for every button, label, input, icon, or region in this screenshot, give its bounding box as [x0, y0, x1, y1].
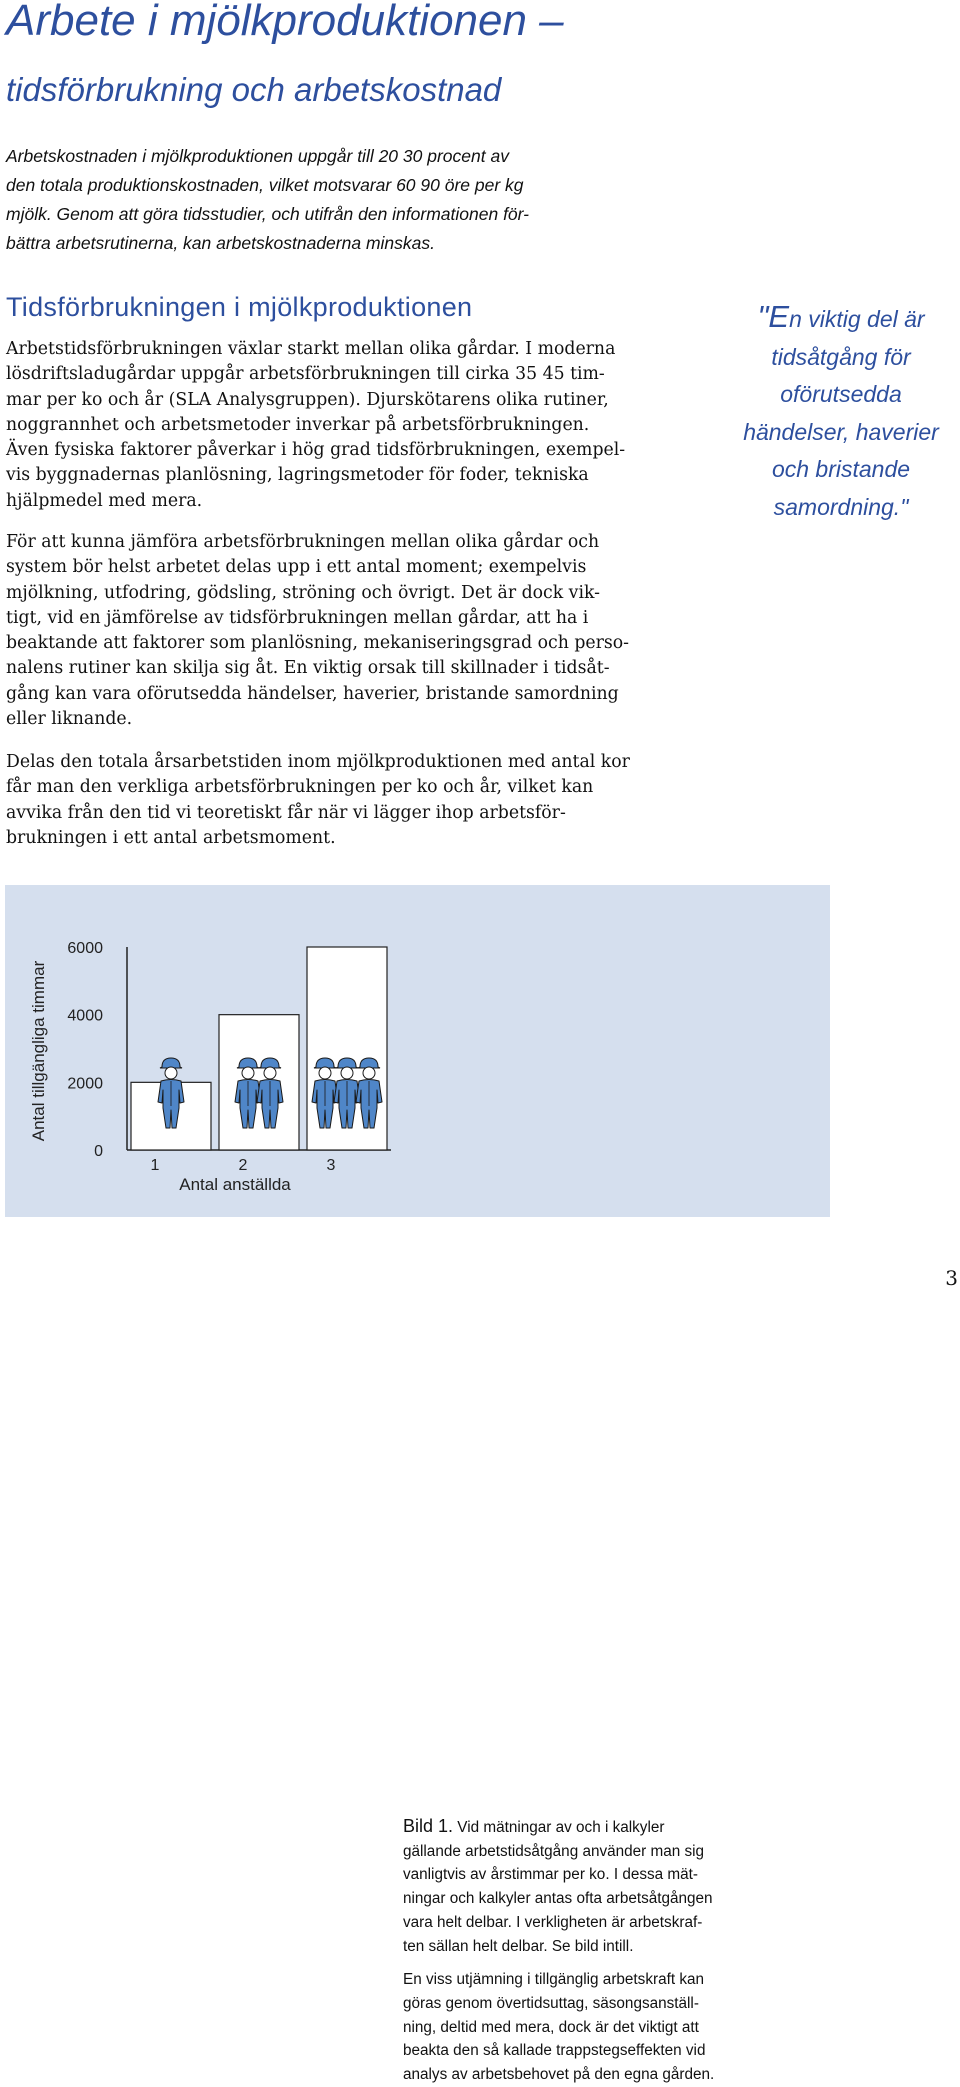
intro-line: den totala produktionskostnaden, vilket motsvarar 60 90 öre per kg: [6, 175, 524, 195]
section-heading: Tidsförbrukningen i mjölkproduktionen: [6, 292, 473, 322]
paragraph-line: brukningen i ett antal arbetsmoment.: [6, 827, 336, 848]
caption-label: Bild 1.: [403, 1816, 454, 1836]
x-tick-label: 2: [238, 1157, 248, 1174]
paragraph-line: system bör helst arbetet delas upp i ett antal moment; exempelvis: [6, 557, 587, 578]
caption-line: analys av arbetsbehovet på den egna gården.: [403, 2066, 715, 2084]
quote-line: händelser, haverier: [743, 418, 939, 445]
paragraph-line: beaktande att faktorer som planlösning, mekaniseringsgrad och perso-: [6, 633, 630, 654]
page-subtitle: tidsförbrukning och arbetskostnad: [6, 71, 502, 108]
intro-paragraph: [6, 142, 666, 258]
x-axis-label: Antal anställda: [179, 1175, 291, 1194]
intro-line: Arbetskostnaden i mjölkproduktionen uppgår till 20 30 procent av: [6, 146, 509, 166]
figure-caption: [403, 1815, 823, 2087]
x-tick-label: 3: [326, 1157, 336, 1174]
paragraph-line: Delas den totala årsarbetstiden inom mjölkproduktionen med antal kor: [6, 752, 630, 772]
caption-line: beakta den så kallade trappstegseffekten vid: [403, 2042, 706, 2060]
y-tick-label: 4000: [67, 1007, 103, 1025]
paragraph-line: mjölkning, utfodring, gödsling, ströning och övrigt. Det är dock vik-: [6, 582, 600, 603]
paragraph-line: mar per ko och år (SLA Analysgruppen). Djurskötarens olika rutiner,: [6, 389, 609, 410]
intro-line: mjölk. Genom att göra tidsstudier, och utifrån den informationen för-: [6, 204, 530, 224]
caption-line: ten sällan helt delbar. Se bild intill.: [403, 1937, 634, 1955]
paragraph-line: hjälpmedel med mera.: [6, 490, 203, 511]
quote-line: samordning.": [773, 493, 909, 520]
body-paragraph-1: [6, 337, 666, 514]
caption-line: vara helt delbar. I verkligheten är arbetskraf-: [403, 1913, 703, 1931]
quote-line-rest: n viktig del är: [789, 306, 925, 332]
body-paragraph-3: [6, 750, 666, 851]
caption-line: ning, deltid med mera, dock är det viktigt att: [403, 2018, 699, 2036]
quote-line: [722, 298, 960, 339]
paragraph-line: eller liknande.: [6, 709, 133, 730]
page-number: 3: [945, 1266, 958, 1290]
figure-box: [5, 885, 830, 2084]
y-axis-label: Antal tillgängliga timmar: [29, 960, 48, 1142]
bar-2: [219, 1015, 299, 1150]
quote-line: och bristande: [771, 456, 911, 482]
caption-line: gällande arbetstidsåtgång använder man sig: [403, 1842, 705, 1860]
paragraph-line: tigt, vid en jämförelse av tidsförbrukningen mellan gårdar, att ha i: [6, 607, 589, 628]
quote-line: tidsåtgång för: [771, 343, 911, 370]
caption-line: ningar och kalkyler antas ofta arbetsåtgången: [403, 1890, 713, 1908]
caption-line: [403, 1815, 823, 1840]
paragraph-line: noggrannhet och arbetsmetoder inverkar på arbetsförbrukningen.: [6, 414, 590, 435]
x-tick-label: 1: [150, 1157, 160, 1174]
y-tick-label: 2000: [67, 1075, 103, 1093]
quote-line: oförutsedda: [780, 381, 902, 407]
body-paragraph-2: [6, 530, 666, 732]
caption-spacer: [403, 1958, 823, 1968]
paragraph-line: Även fysiska faktorer påverkar i hög grad tidsförbrukningen, exempel-: [6, 440, 626, 461]
paragraph-line: nalens rutiner kan skilja sig åt. En viktig orsak till skillnader i tidsåt-: [6, 658, 610, 679]
paragraph-line: avvika från den tid vi teoretiskt får när vi lägger ihop arbetsför-: [6, 802, 566, 823]
caption-line: En viss utjämning i tillgänglig arbetskraft kan: [403, 1971, 704, 1989]
quote-open: "E: [757, 299, 790, 334]
y-tick-label: 0: [94, 1143, 103, 1160]
y-tick-label: 6000: [67, 940, 103, 957]
caption-line: göras genom övertidsuttag, säsongsanställ-: [403, 1994, 699, 2012]
caption-line: vanligtvis av årstimmar per ko. I dessa mät-: [403, 1866, 698, 1884]
pull-quote: [722, 298, 960, 526]
staircase-chart: [5, 885, 395, 1217]
paragraph-line: vis byggnadernas planlösning, lagringsmetoder för foder, tekniska: [6, 465, 589, 486]
paragraph-line: gång kan vara oförutsedda händelser, haverier, bristande samordning: [6, 683, 619, 704]
paragraph-line: Arbetstidsförbrukningen växlar starkt mellan olika gårdar. I moderna: [6, 339, 616, 359]
paragraph-line: För att kunna jämföra arbetsförbrukningen mellan olika gårdar och: [6, 532, 600, 552]
page-title: Arbete i mjölkproduktionen –: [6, 0, 564, 45]
intro-line: bättra arbetsrutinerna, kan arbetskostnaderna minskas.: [6, 233, 435, 253]
paragraph-line: lösdriftsladugårdar uppgår arbetsförbrukningen till cirka 35 45 tim-: [6, 364, 605, 385]
caption-line-text: Vid mätningar av och i kalkyler: [457, 1819, 665, 1836]
paragraph-line: får man den verkliga arbetsförbrukningen per ko och år, vilket kan: [6, 777, 594, 798]
